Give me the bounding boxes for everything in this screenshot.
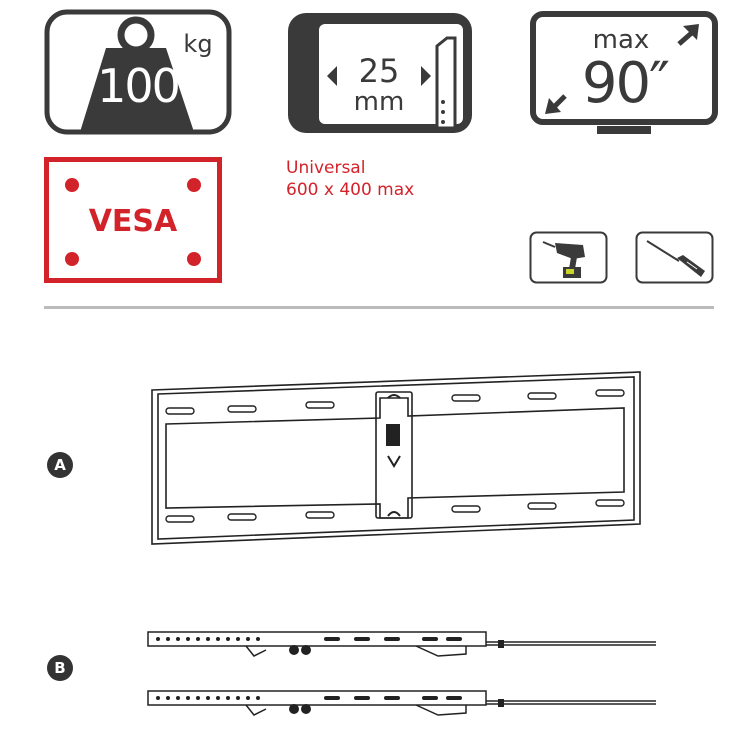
screwdriver-icon: [635, 231, 714, 284]
spacing-unit: mm: [353, 87, 405, 117]
max-weight-icon: [44, 8, 232, 136]
part-b-label: B: [47, 655, 73, 681]
vesa-label: VESA: [88, 204, 178, 239]
weight-value: 100: [97, 59, 179, 113]
vesa-icon: [44, 157, 222, 283]
wall-plate-drawing: [146, 368, 646, 548]
weight-unit: kg: [183, 30, 213, 58]
tv-arm-lower: [146, 687, 658, 719]
screen-size-value: 90″: [581, 51, 669, 116]
spacing-value: 25: [358, 52, 400, 90]
vesa-spec-line2: 600 x 400 max: [286, 180, 415, 200]
tv-arm-upper: [146, 628, 658, 660]
part-a-label: A: [47, 452, 73, 478]
section-divider: [44, 306, 714, 309]
wall-distance-icon: [285, 10, 475, 136]
drill-icon: [529, 231, 608, 284]
vesa-spec-line1: Universal: [286, 158, 366, 178]
screen-size-prefix: max: [592, 25, 650, 55]
max-screen-size-icon: [529, 10, 719, 138]
vesa-spec: [286, 157, 486, 201]
